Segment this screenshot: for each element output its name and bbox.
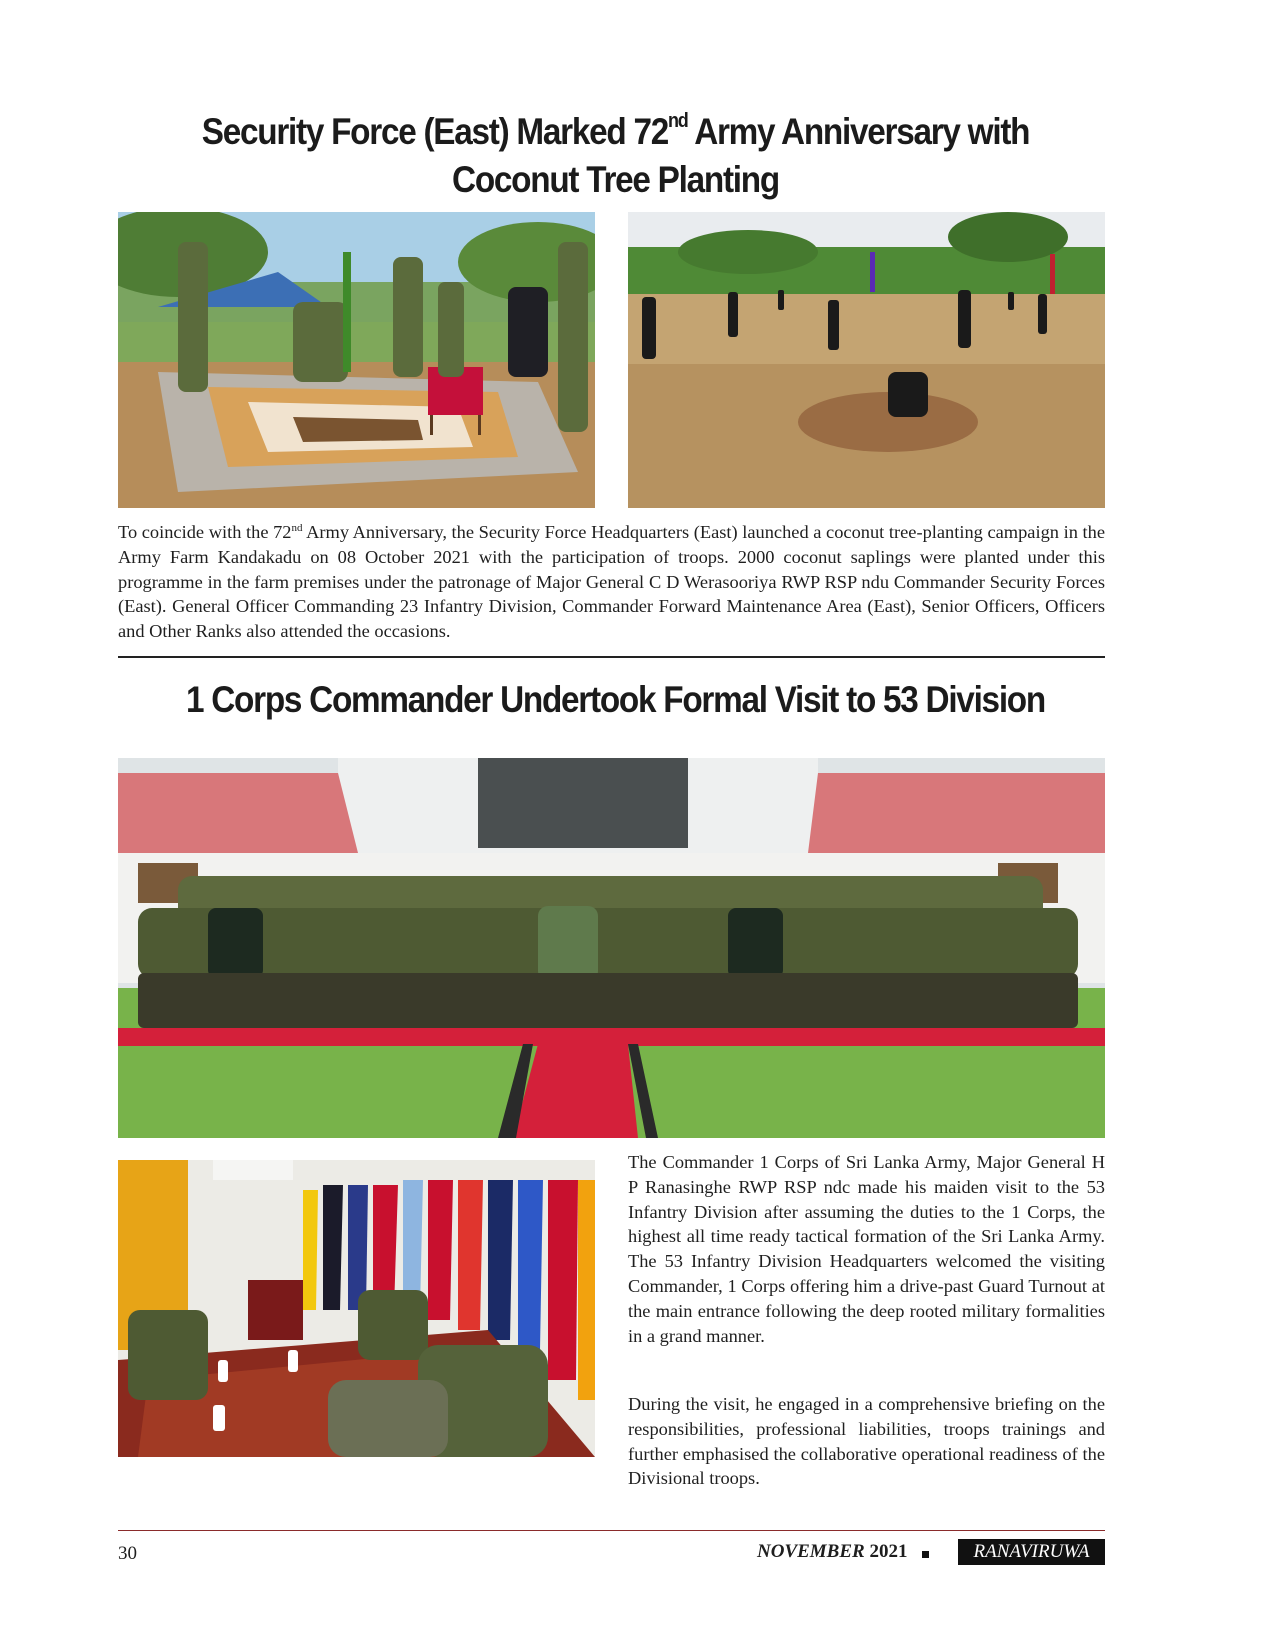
footer-bullet [922, 1551, 929, 1558]
article-1-title [168, 108, 1064, 204]
article-1-body: To coincide with the 72nd Army Anniversary, the Security Force Headquarters (East) launched a coconut tree-planting campaign in the Army Farm Kandakadu on 08 October 2021 with the participation of troops. 2000 coconut saplings were planted under this programme in the farm premises under the patronage of Major General C D Werasooriya RWP RSP ndu Commander Security Forces (East). General Officer Commanding 23 Infantry Division, Commander Forward Maintenance Area (East), Senior Officers, Officers and Other Ranks also attended the occasions. [118, 522, 1105, 642]
publication-name: RANAVIRUWA [973, 1541, 1090, 1562]
article-2-paragraph-1: The Commander 1 Corps of Sri Lanka Army, Major General H P Ranasinghe RWP RSP ndc made his maiden visit to the 53 Infantry Division after assuming the duties to the 1 Corps, the highest all time ready tactical formation of the Sri Lanka Army. The 53 Infantry Division Headquarters welcomed the visiting Commander, 1 Corps offering him a drive-past Guard Turnout at the main entrance following the deep rooted military formalities in a grand manner. [628, 1152, 1105, 1346]
issue-month: NOVEMBER [757, 1541, 865, 1562]
issue-year: 2021 [869, 1541, 908, 1562]
publication-tag [958, 1539, 1105, 1565]
photo-ceremonial-planting [118, 212, 595, 508]
photo-field-planting [628, 212, 1105, 508]
footer-rule [118, 1530, 1105, 1531]
page-number: 30 [118, 1543, 137, 1564]
photo-briefing-room [118, 1160, 595, 1457]
article-1-title-line2: Coconut Tree Planting [452, 159, 779, 200]
photo-group-officers [118, 758, 1105, 1138]
article-2-title: 1 Corps Commander Undertook Formal Visit to 53 Division [186, 679, 1045, 720]
issue-date [757, 1541, 907, 1563]
article-1-title-line1: Security Force (East) Marked 72nd Army Anniversary with [201, 110, 1030, 152]
article-2-paragraph-2: During the visit, he engaged in a comprehensive briefing on the responsibilities, professional liabilities, troops trainings and further emphasised the collaborative operational readiness of the Divisional troops. [628, 1394, 1105, 1489]
section-divider [118, 656, 1105, 658]
